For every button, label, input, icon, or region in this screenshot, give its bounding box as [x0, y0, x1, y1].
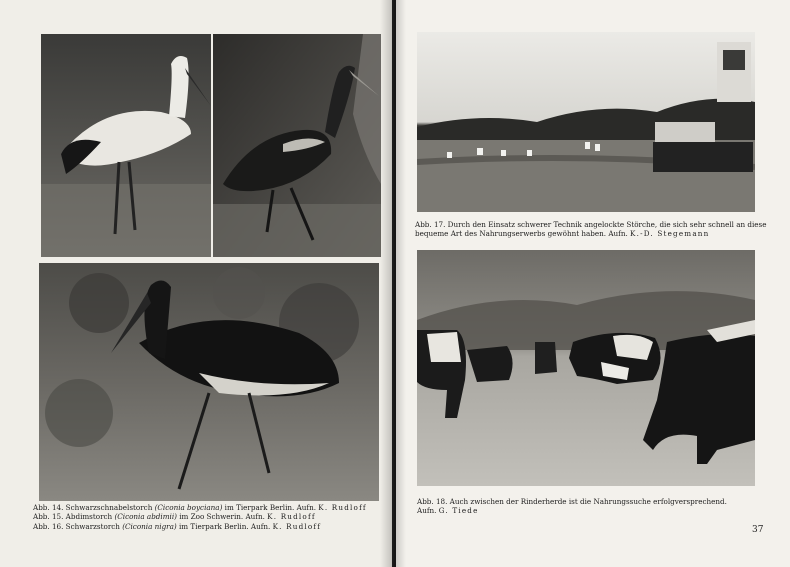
caption-credit: G. Tiede: [438, 506, 479, 516]
caption-line: [417, 506, 727, 515]
caption-abb-14: [33, 503, 367, 512]
caption-text: bequeme Art des Nahrungserwerbs gewöhnt haben. Aufn.: [415, 229, 631, 239]
caption-latin-name: (Ciconia abdimii): [114, 512, 177, 522]
right-page: [396, 0, 790, 567]
caption-abb-15: [33, 512, 367, 521]
caption-credit: K. Rudloff: [267, 512, 316, 522]
caption-credit: K. Rudloff: [272, 521, 322, 531]
caption-line: [415, 229, 767, 238]
photo-storks-tractor: [417, 32, 755, 212]
caption-abb-17: [415, 220, 767, 239]
photo-stork-cattle: [417, 250, 755, 486]
caption-text: im Tierpark Berlin. Aufn.: [176, 521, 273, 531]
caption-text: Abb. 15. Abdimstorch: [33, 512, 115, 522]
caption-text: Abb. 18. Auch zwischen der Rinderherde ist die Nahrungssuche erfolgversprechend.: [417, 497, 727, 506]
caption-text: Abb. 14. Schwarzschnabelstorch: [33, 503, 155, 512]
photo-white-stork: [41, 34, 211, 257]
book-gutter: [380, 0, 406, 567]
left-captions: [33, 503, 367, 531]
caption-credit: K.-D. Stegemann: [630, 229, 710, 239]
photo-black-stork: [39, 263, 379, 501]
caption-text: Abb. 16. Schwarzstorch: [33, 521, 123, 531]
caption-abb-16: [33, 522, 367, 531]
caption-latin-name: (Ciconia nigra): [122, 521, 177, 531]
page-number: 37: [752, 525, 764, 535]
caption-abb-18: [417, 497, 727, 516]
photo-abdim-stork: [213, 34, 381, 257]
caption-text: Aufn.: [417, 506, 439, 516]
left-page: [0, 0, 392, 567]
caption-text: im Zoo Schwerin. Aufn.: [176, 512, 268, 522]
caption-text: im Tierpark Berlin. Aufn.: [222, 503, 319, 512]
caption-text: Abb. 17. Durch den Einsatz schwerer Technik angelockte Störche, die sich sehr schnell an diese: [415, 220, 767, 229]
caption-latin-name: (Ciconia boyciana): [154, 503, 223, 512]
caption-credit: K. Rudloff: [318, 503, 367, 512]
